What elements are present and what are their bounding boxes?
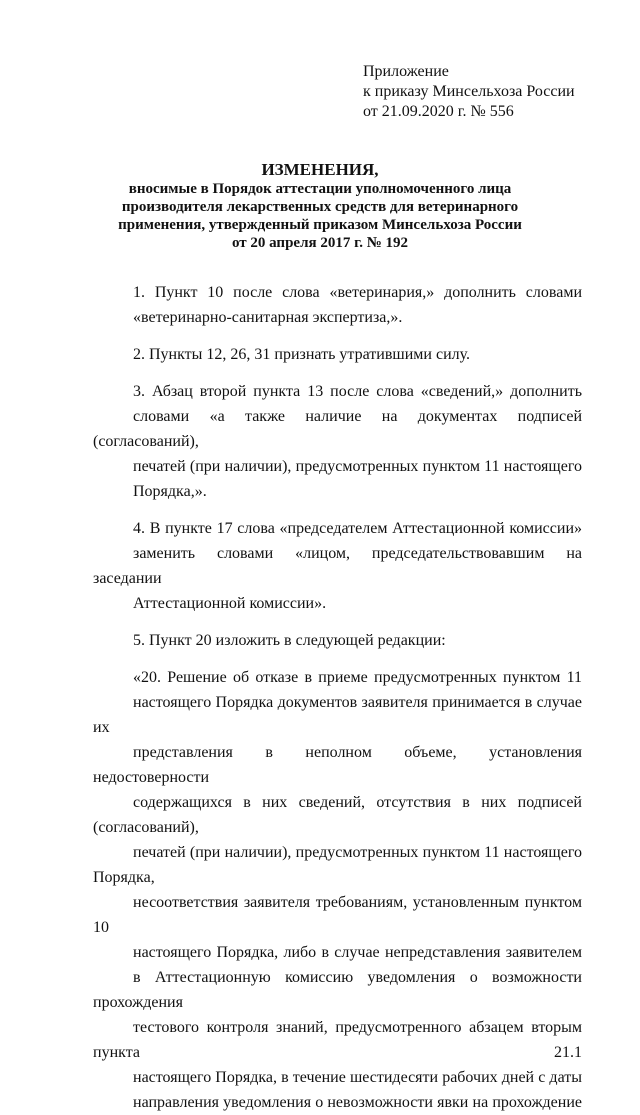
appendix-line: к приказу Минсельхоза России [363, 83, 575, 100]
heading-title: ИЗМЕНЕНИЯ, [261, 160, 379, 179]
heading-subtitle-line: применения, утвержденный приказом Минсельхоза России [118, 217, 522, 233]
document-body [93, 280, 582, 1115]
appendix-block [363, 62, 575, 122]
text-line: печатей (при наличии), предусмотренных пунктом 11 настоящего [133, 458, 582, 475]
text-line: содержащихся в них сведений, отсутствия в них подписей (согласований), [93, 794, 582, 836]
paragraph-1 [93, 280, 582, 330]
text-line: Аттестационной комиссии». [133, 595, 327, 612]
paragraph-3 [93, 379, 582, 504]
text-line: настоящего Порядка, в течение шестидесяти рабочих дней с даты [133, 1069, 582, 1086]
text-line: 4. В пункте 17 слова «председателем Аттестационной комиссии» [133, 520, 582, 537]
text-line: 5. Пункт 20 изложить в следующей редакции: [133, 632, 446, 649]
text-line: «20. Решение об отказе в приеме предусмотренных пунктом 11 [133, 669, 582, 686]
paragraph-5 [93, 628, 582, 653]
heading-subtitle-line: от 20 апреля 2017 г. № 192 [231, 235, 409, 251]
paragraph-2 [93, 342, 582, 367]
paragraph-4 [93, 516, 582, 616]
heading-subtitle-line: вносимые в Порядок аттестации уполномоченного лица [128, 181, 512, 197]
text-line: направления уведомления о невозможности явки на прохождение [133, 1094, 582, 1111]
text-line: представления в неполном объеме, установления недостоверности [93, 744, 582, 786]
paragraph-6 [93, 665, 582, 1115]
text-line: 2. Пункты 12, 26, 31 признать утратившими силу. [133, 346, 471, 363]
text-line: печатей (при наличии), предусмотренных пунктом 11 настоящего Порядка, [93, 844, 582, 886]
text-line: Порядка,». [133, 483, 207, 500]
text-line: тестового контроля знаний, предусмотренного абзацем вторым пункта 21.1 [93, 1019, 582, 1061]
text-line: 1. Пункт 10 после слова «ветеринария,» дополнить словами [133, 284, 582, 301]
text-line: в Аттестационную комиссию уведомления о возможности прохождения [93, 969, 582, 1011]
text-line: несоответствия заявителя требованиям, установленным пунктом 10 [93, 894, 582, 936]
document-heading [70, 160, 570, 252]
text-line: 3. Абзац второй пункта 13 после слова «сведений,» дополнить [133, 383, 582, 400]
text-line: заменить словами «лицом, председательствовавшим на заседании [93, 545, 582, 587]
text-line: настоящего Порядка, либо в случае непредставления заявителем [133, 944, 582, 961]
text-line: настоящего Порядка документов заявителя принимается в случае их [93, 694, 582, 736]
heading-subtitle-line: производителя лекарственных средств для ветеринарного [121, 199, 519, 215]
appendix-line: от 21.09.2020 г. № 556 [363, 103, 514, 120]
text-line: словами «а также наличие на документах подписей (согласований), [93, 408, 582, 450]
appendix-line: Приложение [363, 63, 449, 80]
text-line: «ветеринарно-санитарная экспертиза,». [133, 309, 403, 326]
